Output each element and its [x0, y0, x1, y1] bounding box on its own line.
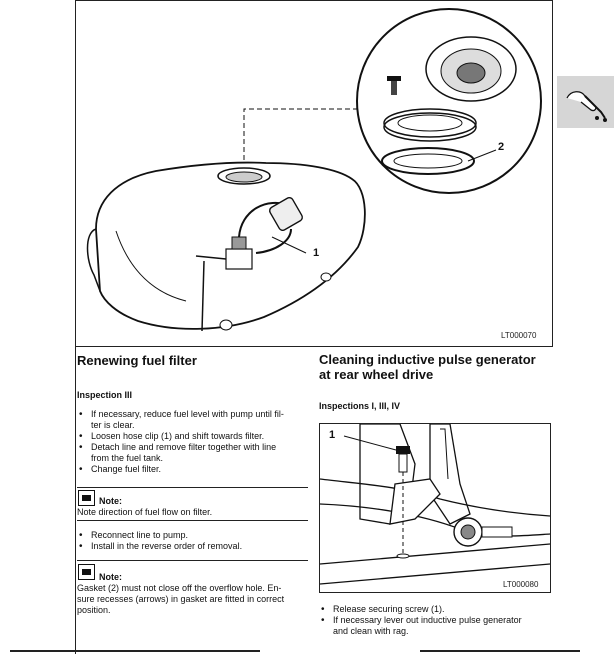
- callout-1: 1: [329, 429, 336, 441]
- note-1: [77, 487, 308, 521]
- note-text: Note direction of fuel flow on filter.: [77, 507, 213, 517]
- note-icon: [78, 564, 95, 580]
- footer-rule: [10, 650, 260, 652]
- note-text: Gasket (2) must not close off the overflow hole. En- sure recesses (arrows) in gasket are fitted in correct position.: [77, 583, 285, 615]
- list-item: • If necessary, reduce fuel level with pump until fil- ter is clear.: [77, 409, 309, 431]
- right-inspection-label: Inspections I, III, IV: [319, 401, 401, 411]
- note-label: Note:: [99, 572, 122, 582]
- footer-rule: [420, 650, 580, 652]
- hand-wrench-icon: [561, 80, 609, 124]
- right-section-title-line2: at rear wheel drive: [319, 367, 434, 382]
- fuel-tank-figure: [75, 0, 553, 347]
- figure-code: LT000070: [501, 331, 537, 340]
- right-steps-list: [319, 604, 551, 637]
- left-steps-list-1: [77, 409, 309, 475]
- list-item: • Loosen hose clip (1) and shift towards filter.: [77, 431, 309, 442]
- note-rule: [77, 487, 308, 488]
- list-item: • If necessary lever out inductive pulse generator and clean with rag.: [319, 615, 551, 637]
- list-item: • Install in the reverse order of removal.: [77, 541, 309, 552]
- note-icon: [78, 490, 95, 506]
- callout-2: 2: [498, 141, 505, 153]
- left-inspection-label: Inspection III: [77, 390, 133, 400]
- note-rule: [77, 560, 308, 561]
- fuel-tank-illustration: [76, 1, 552, 346]
- pulse-generator-figure: [319, 423, 551, 593]
- left-section-title: Renewing fuel filter: [77, 353, 197, 368]
- figure-code: LT000080: [503, 580, 539, 589]
- note-label: Note:: [99, 496, 122, 506]
- section-tab: [557, 76, 614, 128]
- list-item: • Detach line and remove filter together with line from the fuel tank.: [77, 442, 309, 464]
- callout-1: 1: [313, 247, 320, 259]
- list-item: • Reconnect line to pump.: [77, 530, 309, 541]
- list-item: • Change fuel filter.: [77, 464, 309, 475]
- note-rule: [77, 520, 308, 521]
- list-item: • Release securing screw (1).: [319, 604, 551, 615]
- right-section-title-line1: Cleaning inductive pulse generator: [319, 352, 536, 367]
- pulse-generator-illustration: [320, 424, 550, 592]
- note-2: [77, 560, 308, 618]
- left-steps-list-2: [77, 530, 309, 552]
